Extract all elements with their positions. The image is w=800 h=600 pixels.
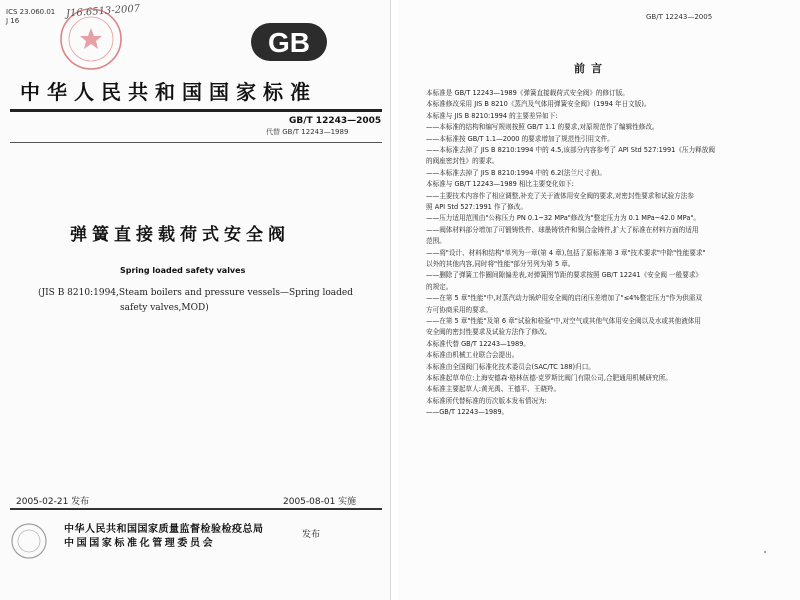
implementation-date: 2005-08-01 实施 [283, 497, 357, 507]
foreword-line: 的阀座密封性》的要求。 [426, 157, 499, 166]
foreword-line: ——删除了弹簧工作圈间隙偏差表,对弹簧图节距的要求按照 GB/T 12241《安全阀 一般要求》 [426, 271, 703, 280]
page-header-code: GB/T 12243—2005 [646, 13, 713, 21]
ics-code [6, 8, 55, 26]
foreword-line: ——本标准去掉了 JIS B 8210:1994 中的 6.2(法兰尺寸表)。 [426, 168, 606, 177]
issue-word: 发布 [302, 530, 321, 540]
standard-title: 中华人民共和国国家标准 [20, 80, 317, 104]
gray-seal-stamp [10, 522, 48, 560]
english-title: Spring loaded safety valves [120, 266, 246, 275]
standard-code: GB/T 12243—2005 [289, 116, 382, 126]
foreword-line: 本标准由全国阀门标准化技术委员会(SAC/TC 188)归口。 [426, 362, 595, 371]
foreword-line: ——GB/T 12243—1989。 [426, 408, 509, 417]
foreword-line: 本标准由机械工业联合会提出。 [426, 351, 519, 360]
foreword-line: 本标准与 JIS B 8210:1994 的主要差异如下: [426, 111, 558, 120]
issuer-line-2: 中国国家标准化管理委员会 [64, 538, 216, 549]
foreword-line: 本标准代替 GB/T 12243—1989。 [426, 339, 530, 348]
foreword-line: 照 API Std 527:1991 作了修改。 [426, 203, 527, 211]
chinese-title: 弹簧直接载荷式安全阀 [70, 225, 290, 245]
foreword-line: 本标准所代替标准的历次版本发布情况为: [426, 396, 547, 405]
foreword-line: ——在第 5 章"性能"及第 6 章"试验和检验"中,对空气或其他气体用安全阀以及水或其他液体用 [426, 317, 701, 325]
foreword-line: ——将"设计、材料和结构"单列为一章(第 4 章),包括了原标准第 3 章"技术要求"中除"性能要求" [426, 248, 706, 257]
foreword-line: 本标准是 GB/T 12243—1989《弹簧直接载荷式安全阀》的修订版。 [426, 89, 629, 97]
foreword-line: 方可协商采用的要求。 [426, 305, 492, 314]
foreword-line: 的规定。 [426, 282, 453, 291]
foreword-line: 范围。 [426, 237, 446, 246]
foreword-line: ——在第 5 章"性能"中,对蒸汽动力锅炉用安全阀的启闭压差增加了"≤4%整定压力"作为供需双 [426, 294, 702, 303]
foreword-line: ——本标准的结构和编写规则按照 GB/T 1.1 的要求,对原规范作了编辑性修改。 [426, 123, 659, 132]
issue-date: 2005-02-21 发布 [16, 497, 90, 507]
foreword-line: ——压力适用范围由"公称压力 PN 0.1~32 MPa"修改为"整定压力为 0.1 MPa~42.0 MPa"。 [426, 214, 700, 223]
equivalence-line-1: (JIS B 8210:1994,Steam boilers and pressure vessels—Spring loaded [38, 288, 353, 298]
foreword-line: 安全阀的密封性要求及试验方法作了修改。 [426, 328, 552, 337]
ics-line-2: J 16 [6, 17, 20, 25]
foreword-line: 本标准主要起草人:黄光禹、王德平、王晓羚。 [426, 385, 561, 394]
gb-logo [250, 22, 328, 62]
footer-rule [10, 508, 382, 510]
foreword-line: 本标准修改采用 JIS B 8210《蒸汽及气体用弹簧安全阀》(1994 年日文版)。 [426, 100, 651, 109]
ics-line-1: ICS 23.060.01 [6, 8, 56, 16]
foreword-line: 以外的其他内容,同时将"性能"部分另列为第 5 章。 [426, 260, 575, 268]
foreword-page [398, 0, 800, 600]
foreword-line: ——阀体材料部分增加了可锻铸铁件、球墨铸铁件和铜合金铸件,扩大了标准在材料方面的适用 [426, 225, 699, 234]
replaces-note: 代替 GB/T 12243—1989 [266, 128, 349, 136]
foreword-line: 本标准与 GB/T 12243—1989 相比主要变化如下: [426, 180, 574, 189]
issuer-line-1: 中华人民共和国国家质量监督检验检疫总局 [64, 524, 264, 535]
foreword-line: 本标准起草单位:上海安德森·格林伍德·克罗斯比阀门有限公司,合肥通用机械研究所。 [426, 374, 672, 382]
header-rule [10, 142, 382, 143]
foreword-line: ——主要技术内容作了相应调整,补充了关于液体用安全阀的要求,对密封性要求和试验方法参 [426, 191, 694, 200]
cover-page [0, 0, 391, 600]
gb-logo-text: GB [268, 27, 310, 58]
foreword-line: ——本标准按 GB/T 1.1—2000 的要求增加了规范性引用文件。 [426, 134, 614, 143]
handwritten-note: J16.6513-2007 [65, 3, 141, 20]
scan-speck [764, 551, 766, 553]
equivalence-line-2: safety valves,MOD) [120, 303, 209, 313]
title-rule [10, 109, 382, 112]
foreword-title: 前言 [574, 62, 608, 75]
foreword-line: ——本标准去掉了 JIS B 8210:1994 中的 4.5,该部分内容参考了 API Std 527:1991《压力释放阀 [426, 146, 715, 154]
